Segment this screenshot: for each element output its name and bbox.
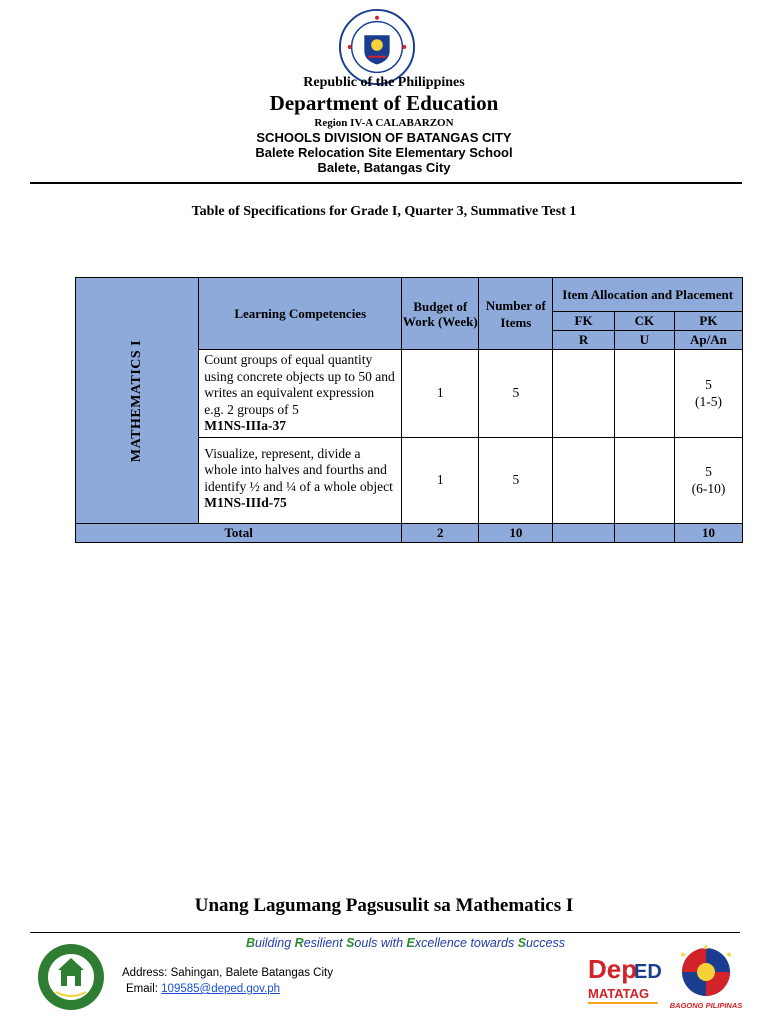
motto-text: uccess <box>526 936 565 950</box>
competency-text: Count groups of equal quantity using concrete objects up to 50 and writes an equivalent expression e.g. 2 groups of 5 <box>204 352 395 417</box>
division-heading: SCHOOLS DIVISION OF BATANGAS CITY <box>256 130 512 145</box>
deped-matatag-logo <box>586 948 662 1010</box>
items-cell: 5 <box>479 350 553 438</box>
email-link[interactable]: 109585@deped.gov.ph <box>161 983 281 995</box>
motto-text: uilding <box>255 936 295 950</box>
competency-code: M1NS-IIId-75 <box>204 495 287 510</box>
svg-text:MATATAG: MATATAG <box>588 986 650 1001</box>
specifications-table <box>75 277 743 543</box>
school-logo <box>36 942 106 1012</box>
motto-initial: R <box>294 936 304 950</box>
department-heading: Department of Education <box>269 91 499 115</box>
motto-text: xcellence towards <box>414 936 518 950</box>
total-row <box>76 523 743 542</box>
republic-heading: Republic of the Philippines <box>303 75 465 90</box>
footer-divider <box>30 932 740 933</box>
header-competencies: Learning Competencies <box>199 278 402 350</box>
header-u: U <box>614 331 674 350</box>
pk-count: 5 <box>705 377 712 393</box>
footer-email-line <box>126 983 280 995</box>
competency-cell <box>199 350 402 438</box>
header-apan: Ap/An <box>674 331 742 350</box>
pk-placement: (1-5) <box>694 394 722 410</box>
pk-cell <box>674 350 742 438</box>
header-budget: Budget of Work (Week) <box>402 278 479 350</box>
fk-cell <box>553 437 614 523</box>
motto-initial: S <box>346 936 355 950</box>
email-label: Email: <box>126 983 162 995</box>
exam-title: Unang Lagumang Pagsusulit sa Mathematics I <box>194 895 574 916</box>
competency-cell <box>199 437 402 523</box>
total-items: 10 <box>479 523 553 542</box>
header-ck: CK <box>614 312 674 331</box>
school-motto <box>246 936 565 950</box>
budget-cell: 1 <box>402 437 479 523</box>
pk-count: 5 <box>705 464 712 479</box>
motto-initial: S <box>517 936 527 950</box>
svg-text:BAGONG PILIPINAS: BAGONG PILIPINAS <box>669 1001 743 1010</box>
budget-cell: 1 <box>402 350 479 438</box>
pk-cell <box>674 437 742 523</box>
total-label: Total <box>76 523 402 542</box>
total-fk <box>553 523 614 542</box>
items-cell: 5 <box>479 437 553 523</box>
pk-placement: (6-10) <box>691 481 726 496</box>
ck-cell <box>614 350 674 438</box>
header-pk: PK <box>674 312 742 331</box>
header-r: R <box>553 331 614 350</box>
motto-initial: B <box>246 936 256 950</box>
header-allocation: Item Allocation and Placement <box>553 278 743 312</box>
svg-text:ED: ED <box>634 961 662 983</box>
total-pk: 10 <box>674 523 742 542</box>
bagong-pilipinas-logo <box>668 942 744 1012</box>
school-address: Balete, Batangas City <box>317 160 451 175</box>
total-budget: 2 <box>402 523 479 542</box>
header-divider <box>30 182 742 184</box>
motto-initial: E <box>406 936 415 950</box>
fk-cell <box>553 350 614 438</box>
subject-cell <box>76 278 199 524</box>
document-title: Table of Specifications for Grade I, Quarter 3, Summative Test 1 <box>191 204 577 219</box>
svg-text:Dep: Dep <box>588 954 638 984</box>
region-heading: Region IV-A CALABARZON <box>314 117 454 129</box>
total-ck <box>614 523 674 542</box>
school-name: Balete Relocation Site Elementary School <box>255 145 513 160</box>
ck-cell <box>614 437 674 523</box>
competency-text: Visualize, represent, divide a whole into halves and fourths and identify ½ and ¼ of a whole object <box>204 445 393 494</box>
motto-text: esilient <box>303 936 347 950</box>
motto-text: ouls with <box>354 936 407 950</box>
competency-code: M1NS-IIIa-37 <box>204 418 287 433</box>
footer-address: Address: Sahingan, Balete Batangas City <box>122 967 333 979</box>
subject-label: MATHEMATICS I <box>129 339 145 462</box>
header-items: Number of Items <box>479 278 553 350</box>
header-fk: FK <box>553 312 614 331</box>
